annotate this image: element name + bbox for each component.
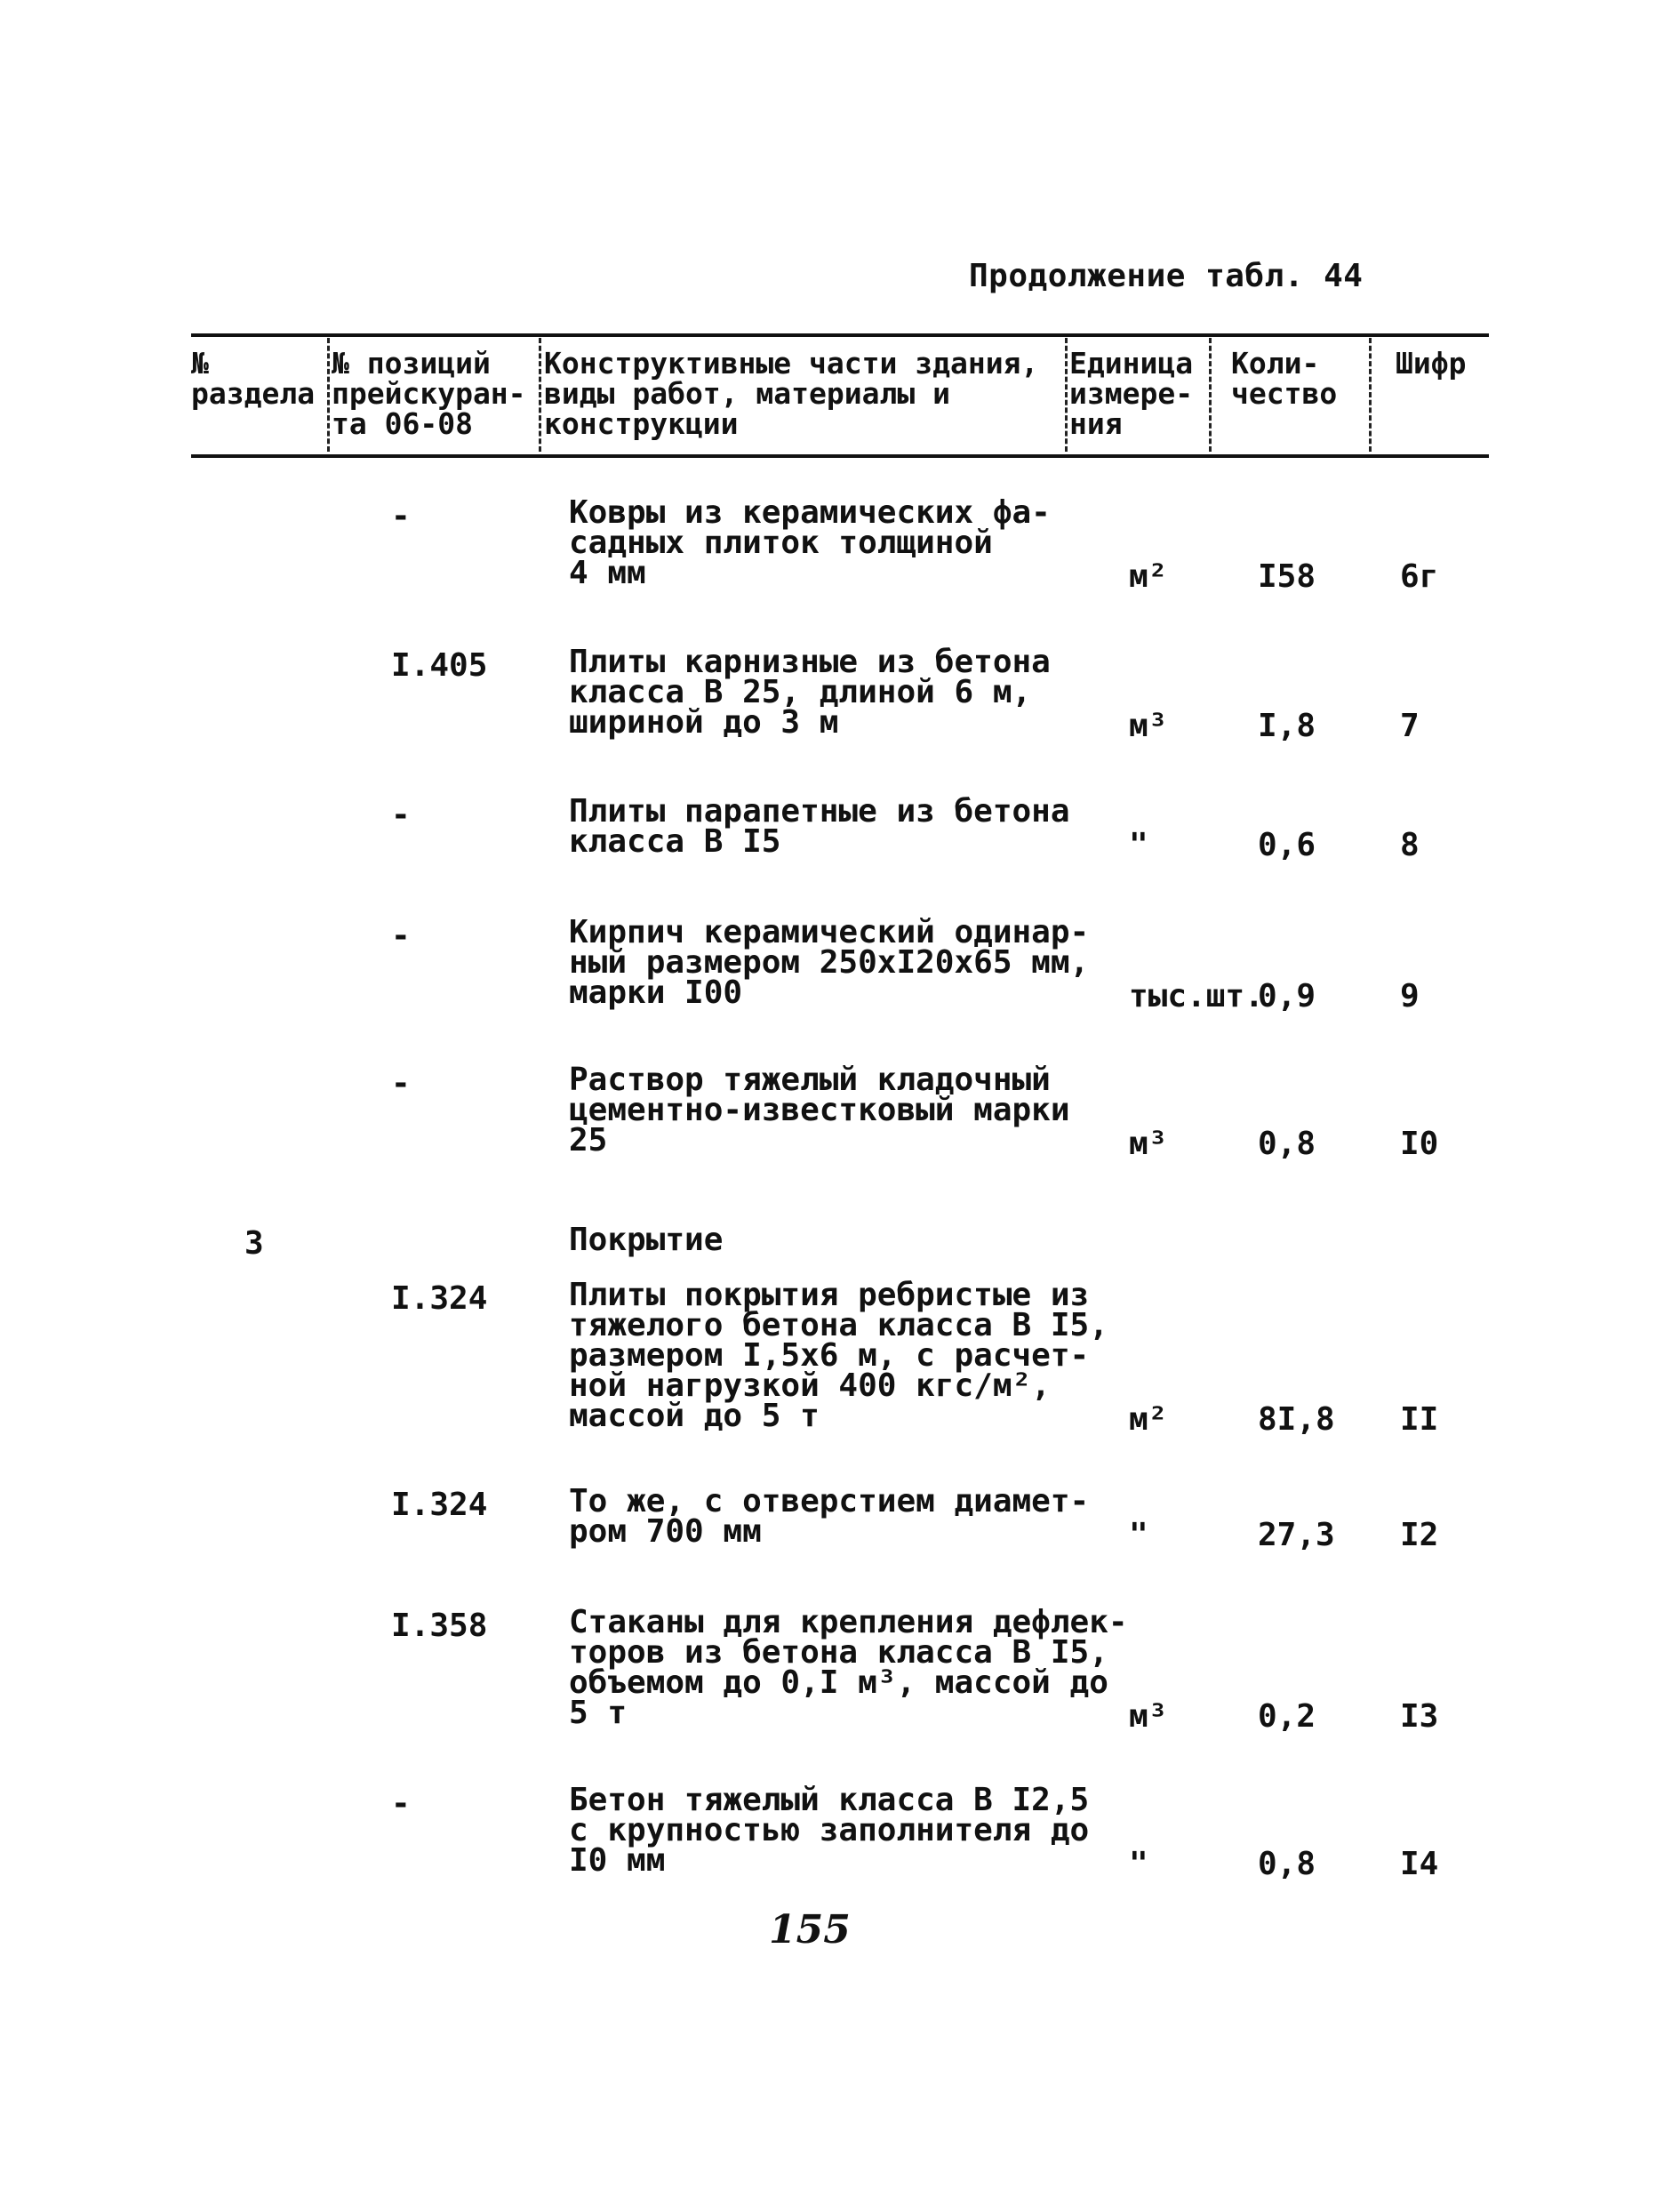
row-description: Стаканы для крепления дефлек- торов из бетона класса В I5, объемом до 0,I м³, массой до 5 т [569,1604,1128,1731]
row-unit: " [1129,1517,1148,1553]
row-quantity: 0,9 [1258,978,1316,1014]
row-unit: м² [1129,558,1168,595]
column-divider [1065,338,1068,452]
row-position: I.358 [391,1608,488,1644]
row-quantity: I58 [1258,558,1316,595]
header-section: № раздела [191,346,316,411]
row-unit: м² [1129,1401,1168,1438]
column-divider [1209,338,1212,452]
row-quantity: 27,3 [1258,1517,1335,1553]
row-quantity: 8I,8 [1258,1401,1335,1438]
table-caption: Продолжение табл. 44 [969,258,1364,294]
row-position: - [391,1065,411,1102]
row-section-number: 3 [244,1225,264,1262]
row-position: - [391,498,411,534]
row-description: Ковры из керамических фа- садных плиток толщиной 4 мм [569,494,1051,591]
row-code: 6г [1400,558,1439,595]
row-code: II [1400,1401,1439,1438]
row-description: Плиты покрытия ребристые из тяжелого бетона класса В I5, размером I,5х6 м, с расчет- ной нагрузкой 400 кгс/м², массой до 5 т [569,1277,1108,1434]
column-divider [539,338,541,452]
row-position: - [391,918,411,954]
row-code: I2 [1400,1517,1439,1553]
row-unit: м³ [1129,1126,1168,1162]
row-description: Бетон тяжелый класса В I2,5 с крупностью заполнителя до I0 мм [569,1782,1090,1879]
row-position: - [391,1785,411,1822]
table-header-rule [191,454,1489,458]
header-unit: Единица измере- ния [1069,346,1194,441]
row-code: 8 [1400,827,1420,863]
row-unit: тыс.шт. [1129,978,1264,1014]
column-divider [327,338,330,452]
row-description: Плиты карнизные из бетона класса В 25, длиной 6 м, шириной до 3 м [569,644,1051,741]
page-number: 155 [769,1907,851,1952]
row-description: Плиты парапетные из бетона класса В I5 [569,793,1070,860]
column-divider [1369,338,1372,452]
row-code: I4 [1400,1846,1439,1882]
row-description: То же, с отверстием диамет- ром 700 мм [569,1483,1090,1550]
header-code: Шифр [1396,346,1467,381]
row-code: I0 [1400,1126,1439,1162]
row-code: 9 [1400,978,1420,1014]
header-position: № позиций прейскуран- та 06-08 [332,346,526,441]
header-quantity: Коли- чество [1231,346,1338,411]
row-unit: м³ [1129,708,1168,744]
row-description: Раствор тяжелый кладочный цементно-известковый марки 25 [569,1062,1070,1159]
row-unit: " [1129,827,1148,863]
row-quantity: 0,8 [1258,1126,1316,1162]
row-position: - [391,797,411,833]
row-quantity: 0,6 [1258,827,1316,863]
row-quantity: 0,8 [1258,1846,1316,1882]
header-description: Конструктивные части здания, виды работ, материалы и конструкции [544,346,1039,441]
row-quantity: 0,2 [1258,1698,1316,1735]
row-code: I3 [1400,1698,1439,1735]
table-top-rule [191,333,1489,337]
row-position: I.324 [391,1487,488,1523]
row-description: Кирпич керамический одинар- ный размером 250хI20х65 мм, марки I00 [569,914,1090,1011]
section-heading: Покрытие [569,1222,724,1258]
row-quantity: I,8 [1258,708,1316,744]
row-unit: " [1129,1846,1148,1882]
row-unit: м³ [1129,1698,1168,1735]
row-position: I.324 [391,1280,488,1317]
row-position: I.405 [391,647,488,684]
row-code: 7 [1400,708,1420,744]
